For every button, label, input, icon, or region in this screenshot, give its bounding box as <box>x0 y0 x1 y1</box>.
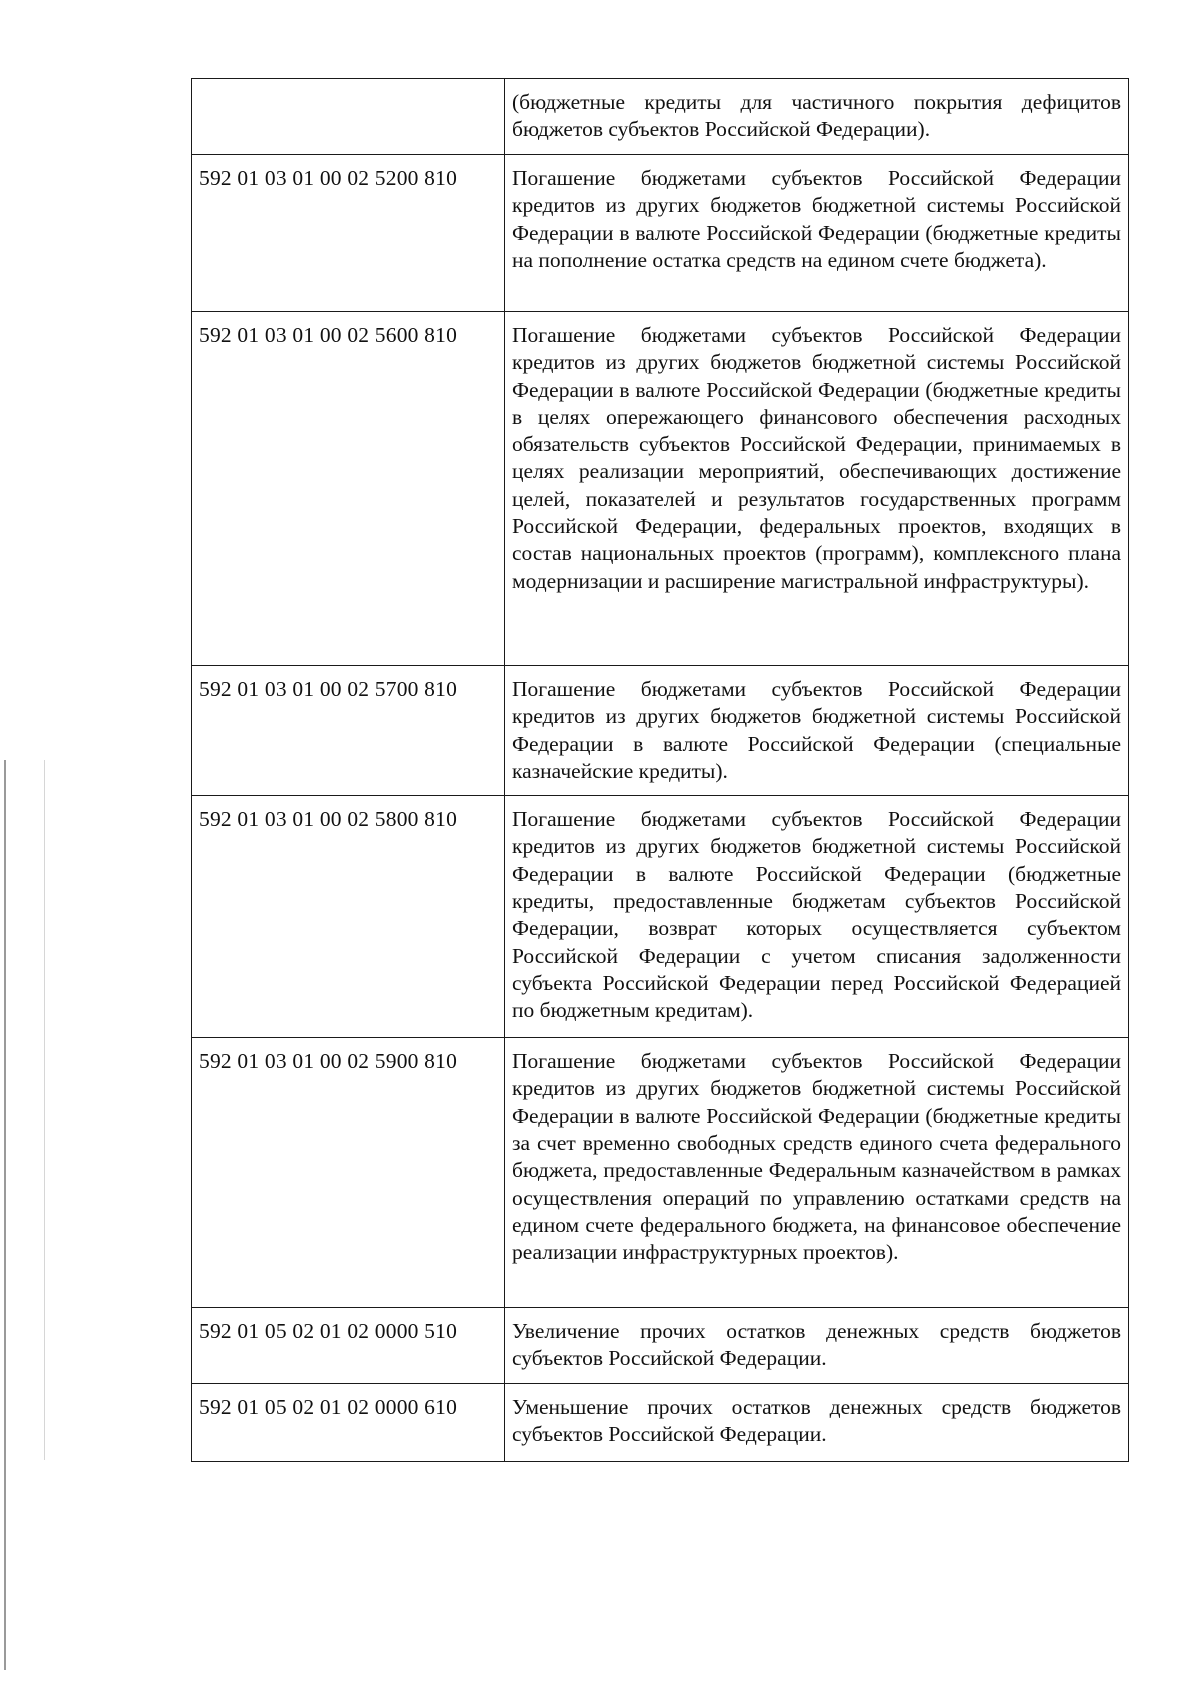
code-cell: 592 01 03 01 00 02 5600 810 <box>192 312 505 666</box>
table-row <box>192 1383 1129 1461</box>
code-cell: 592 01 03 01 00 02 5900 810 <box>192 1038 505 1308</box>
table-row <box>192 79 1129 155</box>
table-row <box>192 796 1129 1038</box>
code-cell: 592 01 03 01 00 02 5800 810 <box>192 796 505 1038</box>
description-cell: Погашение бюджетами субъектов Российской Федерации кредитов из других бюджетов бюджетной системы Российской Федерации в валюте Российской Федерации (бюджетные кредиты, предоставленные бюджетам субъектов Российской Федерации, возврат которых осуществляется субъектом Российской Федерации с учетом списания задолженности субъекта Российской Федерации перед Российской Федерацией по бюджетным кредитам). <box>505 796 1129 1038</box>
scan-edge-line-faint <box>44 760 45 1460</box>
description-cell: (бюджетные кредиты для частичного покрытия дефицитов бюджетов субъектов Российской Федерации). <box>505 79 1129 155</box>
description-cell: Увеличение прочих остатков денежных средств бюджетов субъектов Российской Федерации. <box>505 1308 1129 1384</box>
description-cell: Уменьшение прочих остатков денежных средств бюджетов субъектов Российской Федерации. <box>505 1383 1129 1461</box>
table-row <box>192 155 1129 312</box>
description-cell: Погашение бюджетами субъектов Российской Федерации кредитов из других бюджетов бюджетной системы Российской Федерации в валюте Российской Федерации (бюджетные кредиты в целях опережающего финансового обеспечения расходных обязательств субъектов Российской Федерации, принимаемых в целях реализации мероприятий, обеспечивающих достижение целей, показателей и результатов государственных программ Российской Федерации, федеральных проектов, входящих в состав национальных проектов (программ), комплексного плана модернизации и расширение магистральной инфраструктуры). <box>505 312 1129 666</box>
table-row <box>192 1038 1129 1308</box>
code-cell: 592 01 03 01 00 02 5200 810 <box>192 155 505 312</box>
scan-edge-line <box>4 760 6 1670</box>
code-cell <box>192 79 505 155</box>
code-cell: 592 01 05 02 01 02 0000 610 <box>192 1383 505 1461</box>
code-cell: 592 01 05 02 01 02 0000 510 <box>192 1308 505 1384</box>
table-row <box>192 312 1129 666</box>
code-cell: 592 01 03 01 00 02 5700 810 <box>192 666 505 796</box>
description-cell: Погашение бюджетами субъектов Российской Федерации кредитов из других бюджетов бюджетной системы Российской Федерации в валюте Российской Федерации (бюджетные кредиты за счет временно свободных средств единого счета федерального бюджета, предоставленные Федеральным казначейством в рамках осуществления операций по управлению остатками средств на едином счете федерального бюджета, на финансовое обеспечение реализации инфраструктурных проектов). <box>505 1038 1129 1308</box>
description-cell: Погашение бюджетами субъектов Российской Федерации кредитов из других бюджетов бюджетной системы Российской Федерации в валюте Российской Федерации (специальные казначейские кредиты). <box>505 666 1129 796</box>
budget-codes-table <box>191 78 1129 1462</box>
table-row <box>192 1308 1129 1384</box>
table-row <box>192 666 1129 796</box>
description-cell: Погашение бюджетами субъектов Российской Федерации кредитов из других бюджетов бюджетной системы Российской Федерации в валюте Российской Федерации (бюджетные кредиты на пополнение остатка средств на едином счете бюджета). <box>505 155 1129 312</box>
